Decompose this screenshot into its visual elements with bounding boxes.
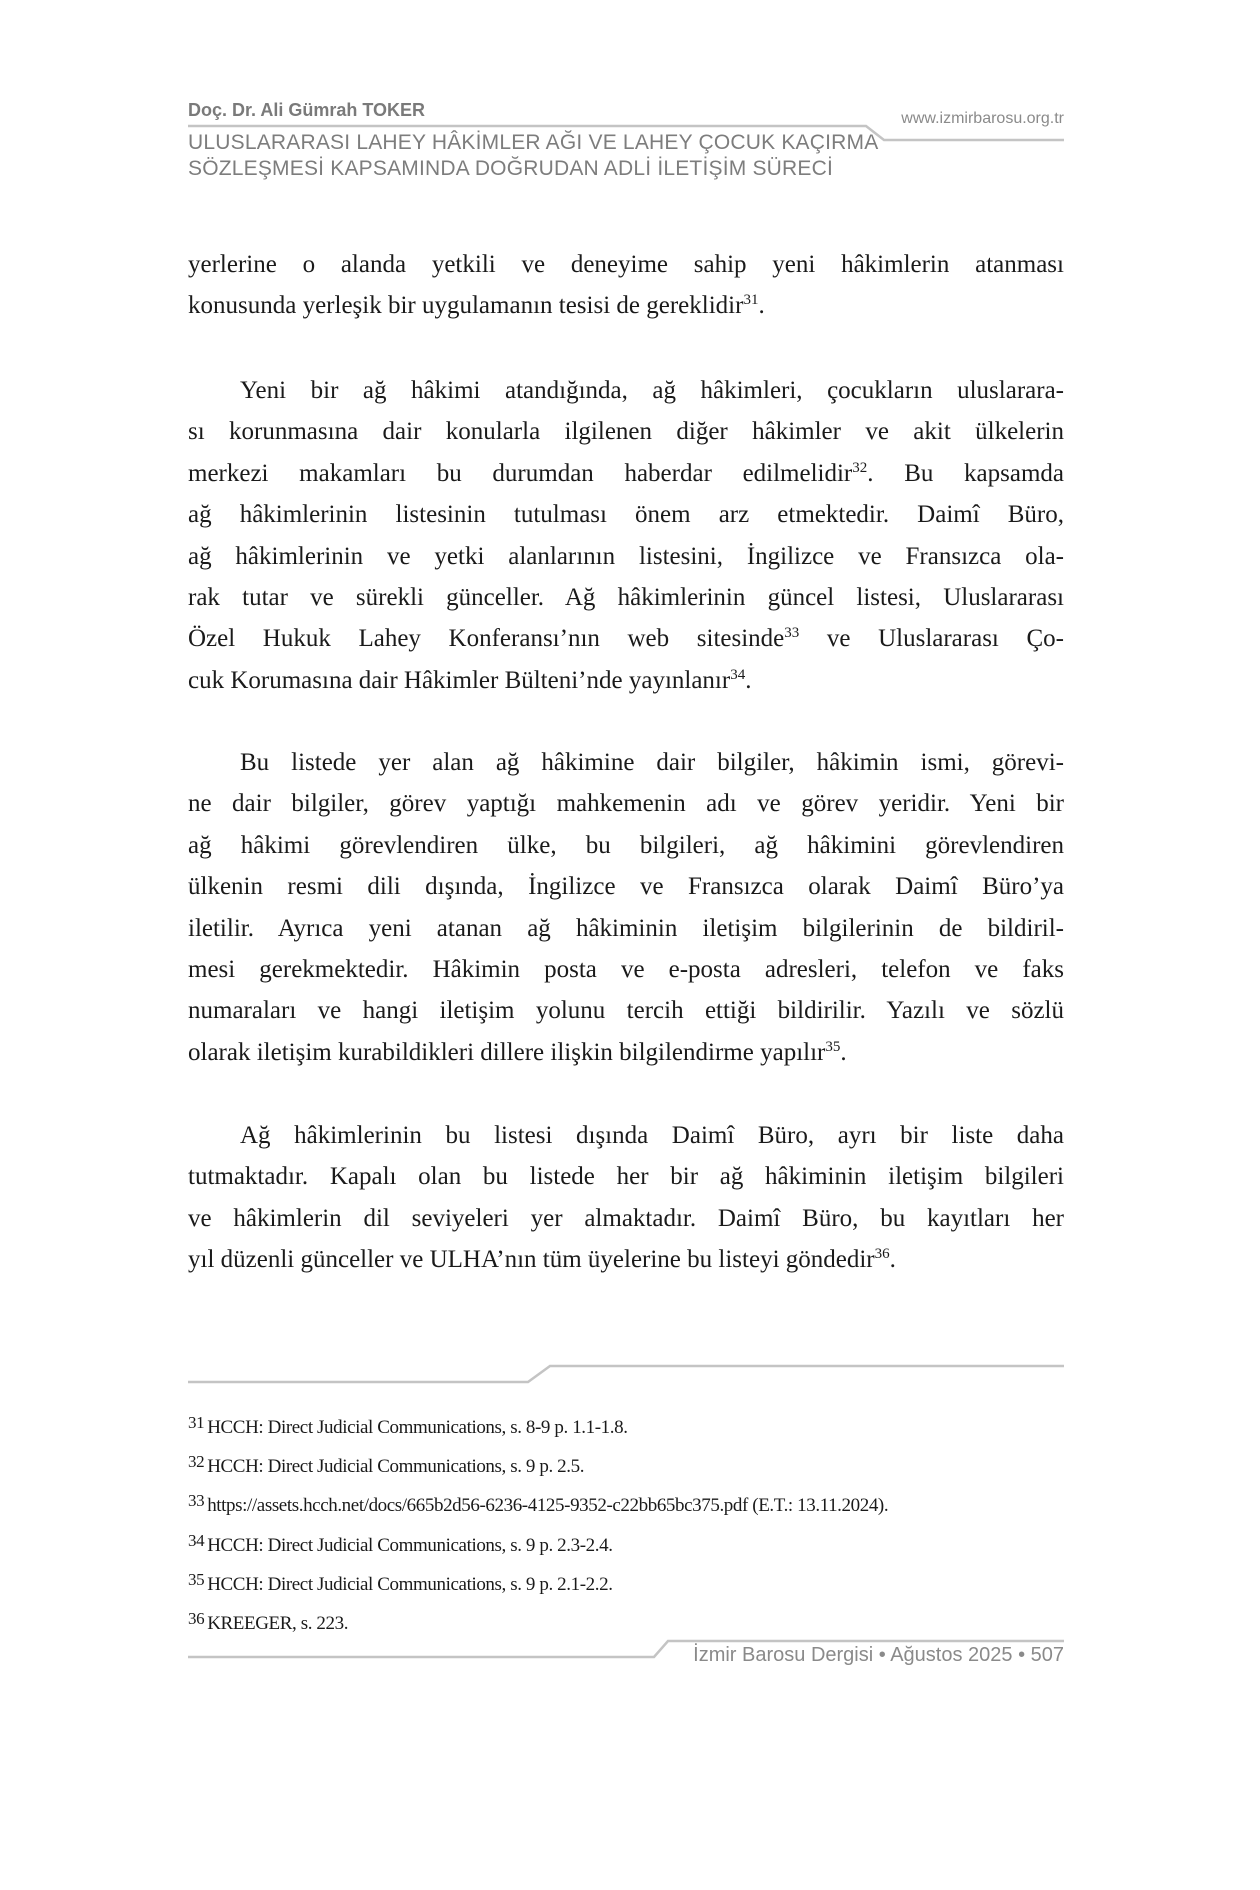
line-text: . — [889, 1246, 896, 1274]
line-text: . — [745, 666, 752, 694]
text-line — [188, 866, 1064, 907]
text-line — [188, 990, 1064, 1031]
text-line — [188, 1239, 1064, 1280]
line-text: ülkenin resmi dili dışında, İngilizce ve Fransızca olarak Daimî Büro’ya — [188, 873, 1064, 901]
text-line — [188, 618, 1064, 659]
text-line — [188, 1115, 1064, 1156]
line-text: Ağ hâkimlerinin bu listesi dışında Daimî Büro, ayrı bir liste daha — [240, 1122, 1064, 1149]
line-text: . — [758, 292, 765, 320]
footnote-reference[interactable]: 35 — [825, 1038, 841, 1055]
line-text: olarak iletişim kurabildikleri dillere ilişkin bilgilendirme yapılır — [188, 1038, 826, 1066]
text-line — [188, 577, 1064, 618]
footnote-text[interactable]: https://assets.hcch.net/docs/665b2d56-6236-4125-9352-c22bb65bc375.pdf (E.T.: 13.11.2024). — [207, 1495, 889, 1517]
footnote — [188, 1452, 585, 1479]
text-line — [188, 536, 1064, 577]
line-text: tutmaktadır. Kapalı olan bu listede her bir ağ hâkiminin iletişim bilgileri — [188, 1163, 1064, 1191]
text-line — [188, 1198, 1064, 1239]
line-text: numaraları ve hangi iletişim yolunu tercih ettiği bildirilir. Yazılı ve sözlü — [188, 997, 1064, 1025]
footnote-text: HCCH: Direct Judicial Communications, s. 9 p. 2.1-2.2. — [207, 1573, 613, 1595]
page-footer: İzmir Barosu Dergisi • Ağustos 2025 • 507 — [693, 1644, 1064, 1666]
text-line — [188, 825, 1064, 866]
footnote-number: 34 — [188, 1530, 205, 1550]
footnote-reference[interactable]: 34 — [730, 666, 746, 683]
header-website-url: www.izmirbarosu.org.tr — [901, 110, 1064, 127]
line-text: mesi gerekmektedir. Hâkimin posta ve e-posta adresleri, telefon ve faks — [188, 955, 1064, 983]
footnote-number: 33 — [188, 1491, 205, 1511]
running-header-title-line: SÖZLEŞMESİ KAPSAMINDA DOĞRUDAN ADLİ İLETİŞİM SÜRECİ — [188, 157, 834, 180]
header-rule — [188, 126, 1064, 140]
footnote — [188, 1569, 613, 1597]
line-text: ve hâkimlerin dil seviyeleri yer almaktadır. Daimî Büro, bu kayıtları her — [188, 1204, 1064, 1232]
footnote — [188, 1413, 628, 1440]
footnote-number: 31 — [188, 1413, 205, 1432]
line-text: ağ hâkimlerinin ve yetki alanlarının listesini, İngilizce ve Fransızca ola- — [188, 542, 1064, 570]
line-text: Özel Hukuk Lahey Konferansı’nın web sitesinde — [188, 625, 785, 653]
paragraph — [188, 370, 1064, 701]
text-line — [188, 244, 1064, 285]
line-text: Bu listede yer alan ağ hâkimine dair bilgiler, hâkimin ismi, görevi- — [240, 749, 1064, 776]
text-line — [188, 908, 1064, 949]
footnote-reference[interactable]: 36 — [874, 1246, 890, 1263]
line-text: ağ hâkimi görevlendiren ülke, bu bilgileri, ağ hâkimini görevlendiren — [188, 831, 1064, 859]
line-text: ne dair bilgiler, görev yaptığı mahkemenin adı ve görev yeridir. Yeni bir — [188, 790, 1064, 818]
footnote-number: 35 — [188, 1569, 205, 1589]
footnote — [188, 1491, 889, 1518]
footnote-reference[interactable]: 33 — [784, 625, 800, 642]
footnote-text: KREEGER, s. 223. — [207, 1613, 349, 1634]
line-text: sı korunmasına dair konularla ilgilenen diğer hâkimler ve akit ülkelerin — [188, 418, 1064, 446]
text-line — [188, 1156, 1064, 1197]
text-line — [188, 660, 1064, 701]
footnote — [188, 1530, 613, 1558]
paragraph — [188, 742, 1064, 1073]
footnote-reference[interactable]: 32 — [852, 459, 868, 476]
footnote-number: 32 — [188, 1452, 205, 1472]
footnote-text: HCCH: Direct Judicial Communications, s. 9 p. 2.3-2.4. — [207, 1534, 613, 1556]
footnote-text: HCCH: Direct Judicial Communications, s. 9 p. 2.5. — [207, 1456, 585, 1478]
line-text: iletilir. Ayrıca yeni atanan ağ hâkiminin iletişim bilgilerinin de bildiril- — [188, 914, 1064, 942]
text-line — [188, 411, 1064, 452]
line-text: yıl düzenli günceller ve ULHA’nın tüm üyelerine bu listeyi göndedir — [188, 1246, 875, 1274]
line-text: konusunda yerleşik bir uygulamanın tesisi de gereklidir — [188, 292, 744, 320]
text-line — [188, 285, 1064, 326]
running-header-title-line: ULUSLARARASI LAHEY HÂKİMLER AĞI VE LAHEY ÇOCUK KAÇIRMA — [188, 131, 879, 154]
text-line — [188, 783, 1064, 824]
line-text: ağ hâkimlerinin listesinin tutulması önem arz etmektedir. Daimî Büro, — [188, 501, 1064, 529]
footnote-number: 36 — [188, 1609, 205, 1628]
line-text: Yeni bir ağ hâkimi atandığında, ağ hâkimleri, çocukların uluslarara- — [240, 377, 1064, 404]
text-line — [188, 453, 1064, 494]
footnote-text: HCCH: Direct Judicial Communications, s. 8-9 p. 1.1-1.8. — [207, 1417, 628, 1438]
text-line — [188, 949, 1064, 990]
footnote-separator-rule — [188, 1366, 1064, 1382]
text-line — [188, 370, 1064, 411]
line-text: rak tutar ve sürekli günceller. Ağ hâkimlerinin güncel listesi, Uluslararası — [188, 583, 1064, 611]
text-line — [188, 742, 1064, 783]
line-text: ve Uluslararası Ço- — [799, 625, 1064, 653]
footnote-reference[interactable]: 31 — [743, 292, 759, 309]
line-text: cuk Korumasına dair Hâkimler Bülteni’nde yayınlanır — [188, 666, 731, 694]
text-line — [188, 1032, 1064, 1073]
line-text: . — [840, 1038, 847, 1066]
line-text: yerlerine o alanda yetkili ve deneyime sahip yeni hâkimlerin atanması — [188, 251, 1064, 278]
text-line — [188, 494, 1064, 535]
footnote — [188, 1609, 349, 1636]
paragraph — [188, 244, 1064, 327]
running-header-author: Doç. Dr. Ali Gümrah TOKER — [188, 100, 426, 120]
line-text: merkezi makamları bu durumdan haberdar edilmelidir — [188, 459, 853, 487]
paragraph — [188, 1115, 1064, 1281]
line-text: . Bu kapsamda — [867, 459, 1064, 487]
